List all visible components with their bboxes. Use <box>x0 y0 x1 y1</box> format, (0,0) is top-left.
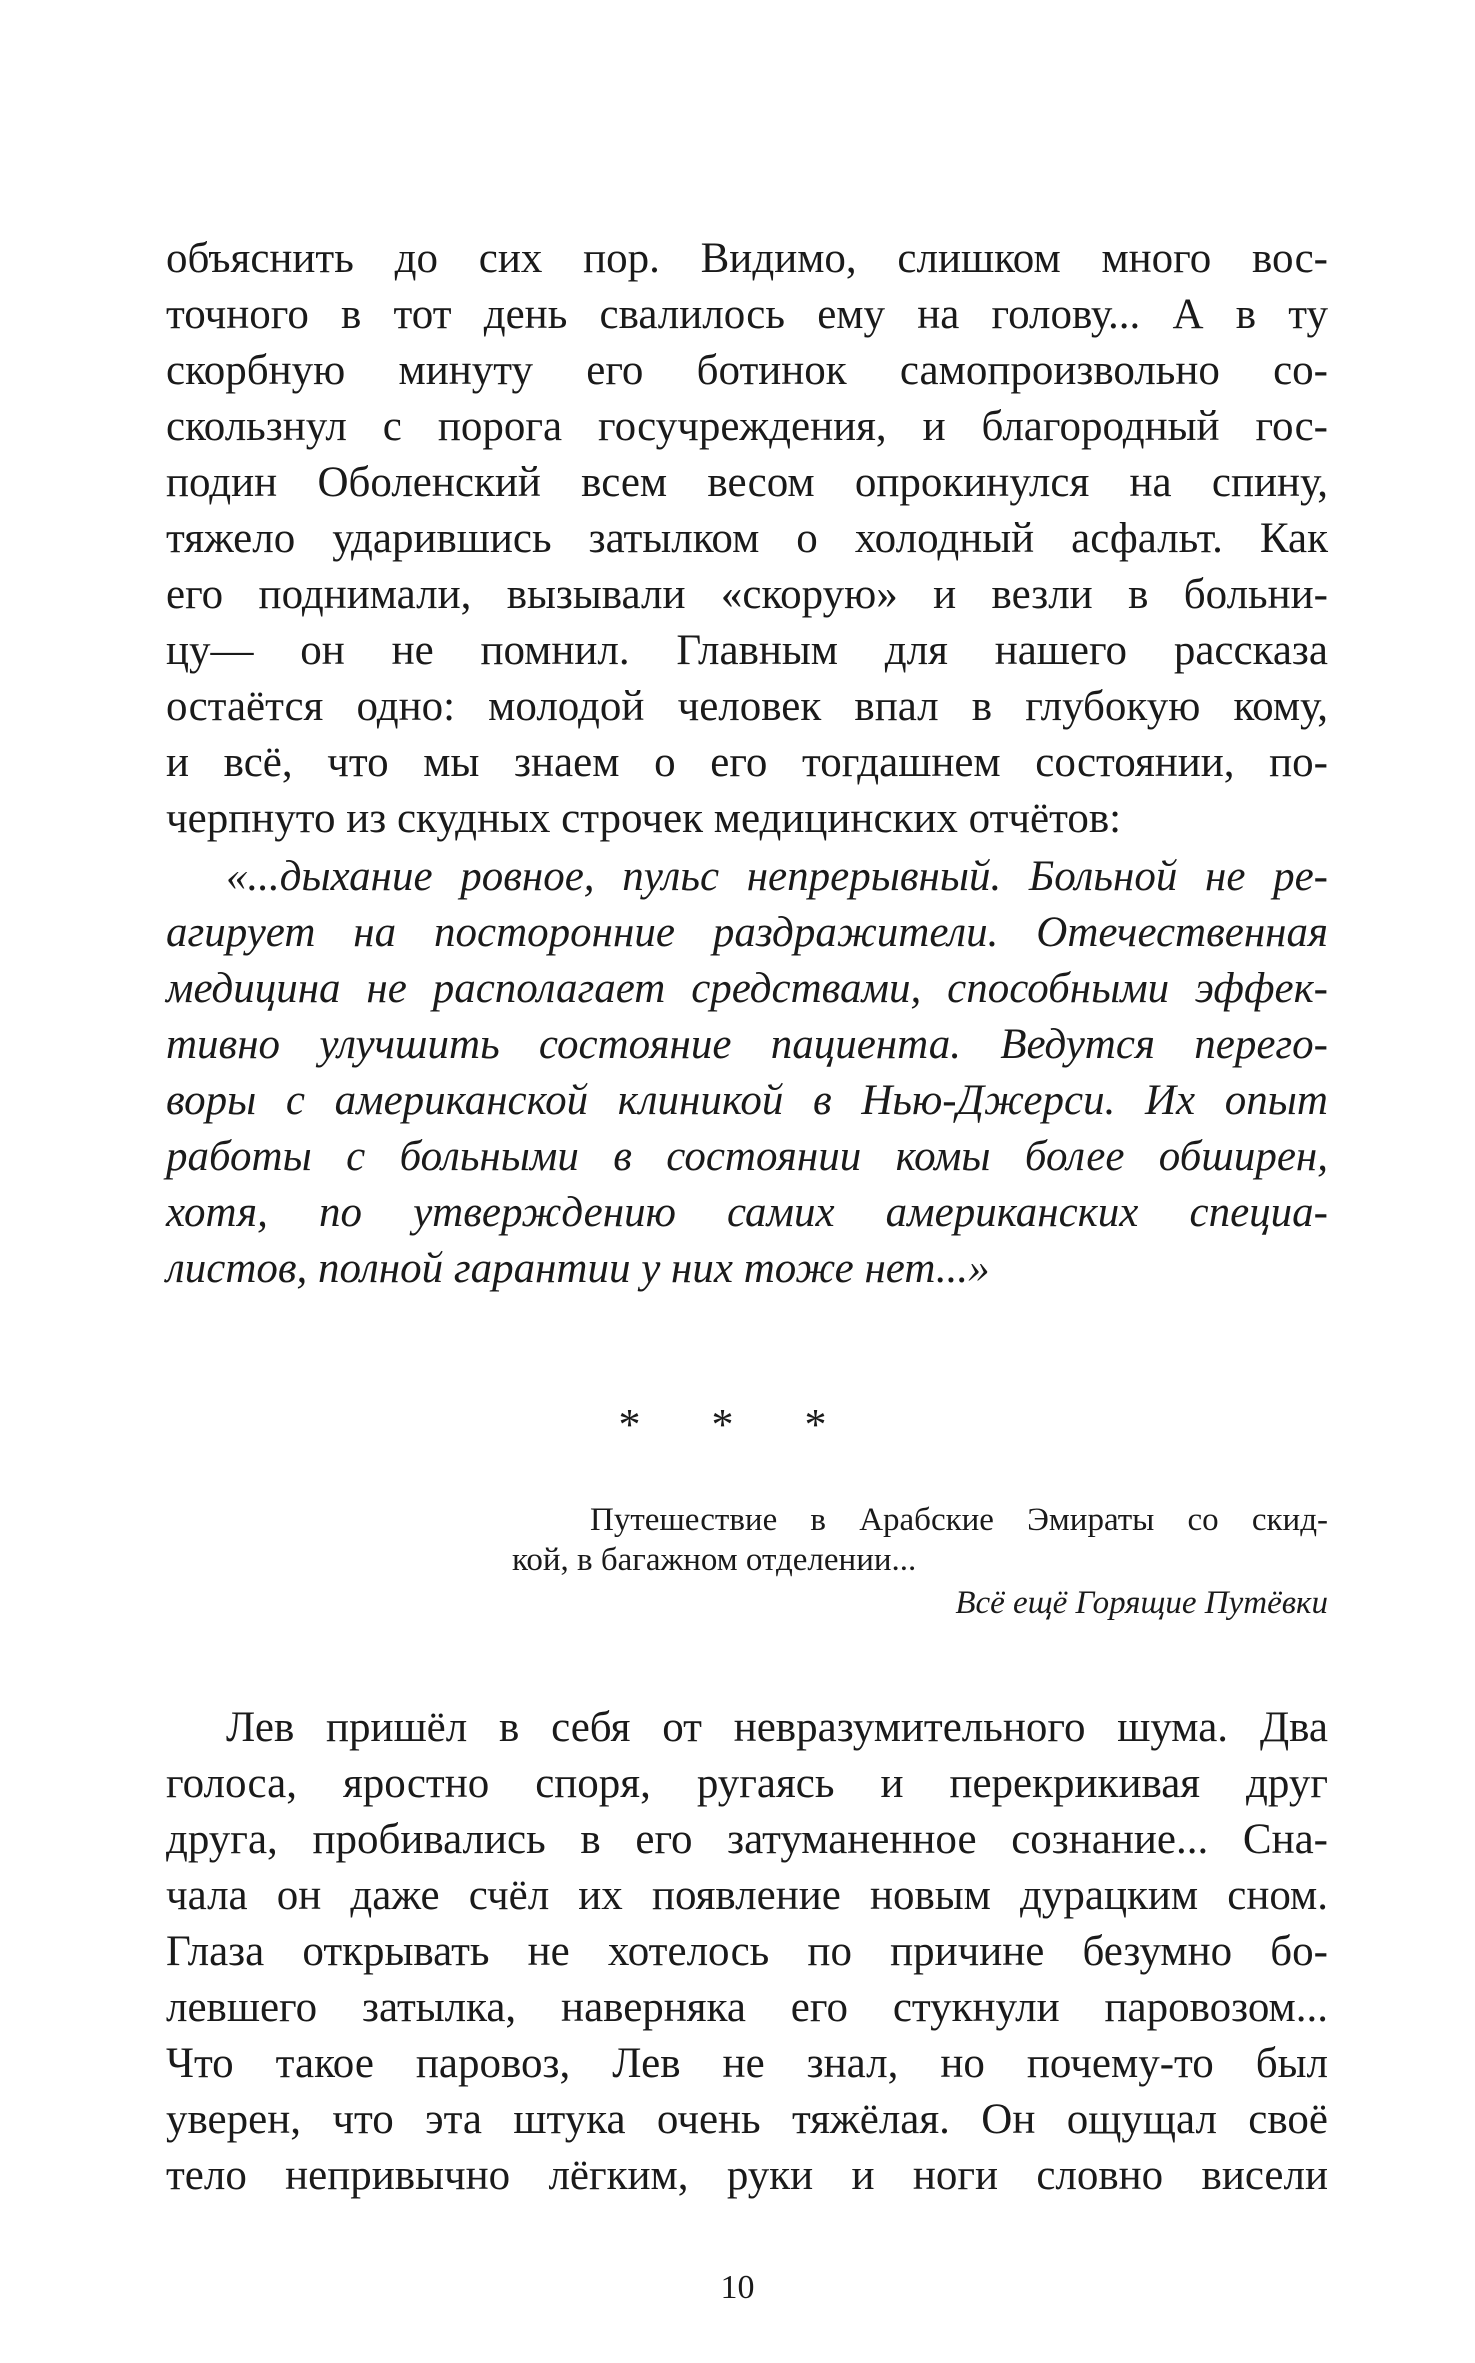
text-line: голоса, яростно споря, ругаясь и перекрикивая друг <box>166 1760 1328 1807</box>
text-line: тяжело ударившись затылком о холодный асфальт. Как <box>166 515 1328 562</box>
epigraph-line: кой, в багажном отделении... <box>512 1542 917 1578</box>
text-line: остаётся одно: молодой человек впал в глубокую кому, <box>166 683 1328 730</box>
quote-line: работы с больными в состоянии комы более обширен, <box>166 1133 1328 1180</box>
page-number: 10 <box>720 2269 755 2306</box>
epigraph-line: Путешествие в Арабские Эмираты со скид- <box>590 1502 1328 1538</box>
quote-line: воры с американской клиникой в Нью-Джерси. Их опыт <box>166 1077 1328 1124</box>
text-line: Лев пришёл в себя от невразумительного шума. Два <box>226 1704 1328 1751</box>
text-line: цу— он не помнил. Главным для нашего рассказа <box>166 627 1328 674</box>
quote-line: листов, полной гарантии у них тоже нет...» <box>166 1245 990 1292</box>
text-line: черпнуто из скудных строчек медицинских отчётов: <box>166 795 1122 842</box>
text-line: подин Оболенский всем весом опрокинулся на спину, <box>166 459 1328 506</box>
text-line: уверен, что эта штука очень тяжёлая. Он ощущал своё <box>166 2096 1328 2143</box>
section-separator: * * * <box>618 1400 857 1449</box>
quote-line: агирует на посторонние раздражители. Отечественная <box>166 909 1328 956</box>
text-line: Глаза открывать не хотелось по причине безумно бо- <box>166 1928 1328 1975</box>
quote-line: «...дыхание ровное, пульс непрерывный. Больной не ре- <box>226 853 1328 900</box>
text-line: точного в тот день свалилось ему на голову... А в ту <box>166 291 1328 338</box>
text-line: скользнул с порога госучреждения, и благородный гос- <box>166 403 1328 450</box>
quote-line: медицина не располагает средствами, способными эффек- <box>166 965 1328 1012</box>
text-line: его поднимали, вызывали «скорую» и везли в больни- <box>166 571 1328 618</box>
quote-line: хотя, по утверждению самих американских специа- <box>166 1189 1328 1236</box>
text-line: Что такое паровоз, Лев не знал, но почему-то был <box>166 2040 1328 2087</box>
text-line: левшего затылка, наверняка его стукнули паровозом... <box>166 1984 1328 2031</box>
text-line: скорбную минуту его ботинок самопроизвольно со- <box>166 347 1328 394</box>
epigraph-author: Всё ещё Горящие Путёвки <box>955 1585 1328 1621</box>
text-line: чала он даже счёл их появление новым дурацким сном. <box>166 1872 1328 1919</box>
text-line: тело непривычно лёгким, руки и ноги словно висели <box>166 2152 1328 2199</box>
text-line: друга, пробивались в его затуманенное сознание... Сна- <box>166 1816 1328 1863</box>
text-line: объяснить до сих пор. Видимо, слишком много вос- <box>166 235 1328 282</box>
quote-line: тивно улучшить состояние пациента. Ведутся перего- <box>166 1021 1328 1068</box>
text-line: и всё, что мы знаем о его тогдашнем состоянии, по- <box>166 739 1328 786</box>
